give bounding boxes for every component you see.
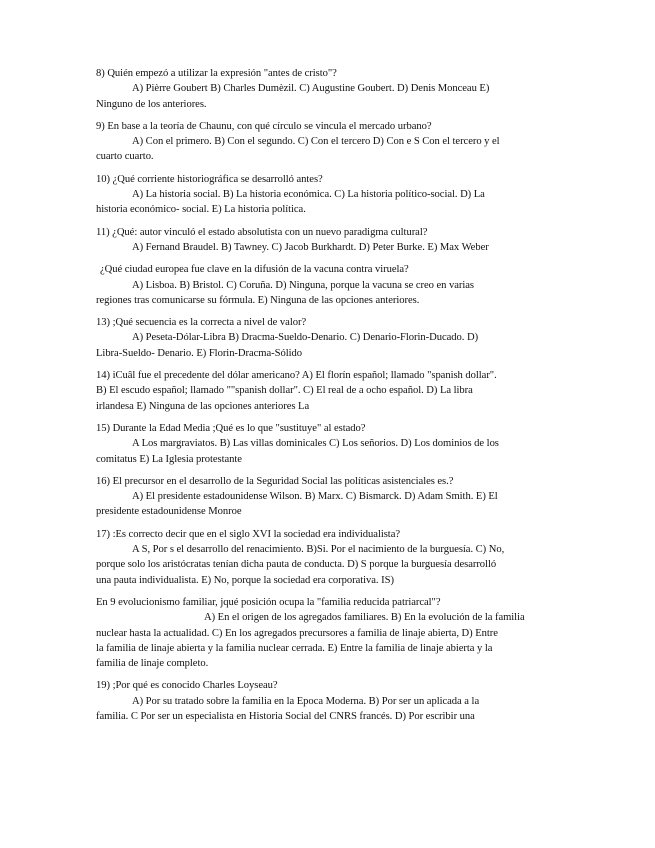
question-text: ¿Qué ciudad europea fue clave en la difusión de la vacuna contra viruela?: [100, 264, 409, 276]
answer-options-line: A) Por su tratado sobre la familia en la Epoca Moderna. B) Por ser un aplicada a la: [132, 695, 480, 707]
answer-options-line: A Los margraviatos. B) Las villas dominicales C) Los señorios. D) Los dominios de los: [132, 438, 499, 450]
question-q10: [96, 172, 566, 218]
answer-options-line: historia económico- social. E) La historia política.: [96, 204, 306, 216]
answer-options-line: A) Pièrre Goubert B) Charles Dumèzil. C) Augustine Goubert. D) Denis Monceau E): [132, 83, 490, 95]
answer-options-line: una pauta individualista. E) No, porque la sociedad era corporativa. IS): [96, 574, 394, 586]
question-q19: [96, 678, 566, 724]
question-q18: [96, 595, 566, 671]
question-q11: [96, 225, 566, 256]
question-text: 16) El precursor en el desarrollo de la Seguridad Social las políticas asistenciales es.?: [96, 475, 454, 487]
answer-options-line: A) Fernand Braudel. B) Tawney. C) Jacob Burkhardt. D) Peter Burke. E) Max Weber: [132, 241, 489, 253]
question-q9: [96, 119, 566, 165]
answer-options-line: A) La historia social. B) La historia económica. C) La historia político-social. D) La: [132, 189, 485, 201]
answer-options-line: familia. C Por ser un especialista en Historia Social del CNRS francés. D) Por escribir una: [96, 710, 475, 722]
answer-options-line: porque solo los aristócratas tenían dicha pauta de conducta. D) S porque la burguesía desarrolló: [96, 559, 497, 571]
answer-options-line: A) Lisboa. B) Bristol. C) Coruña. D) Ninguna, porque la vacuna se creo en varias: [132, 279, 474, 291]
document-page: [96, 66, 566, 731]
question-q16: [96, 474, 566, 520]
question-q15: [96, 421, 566, 467]
question-q17: [96, 527, 566, 588]
answer-options-line: A) El presidente estadounidense Wilson. B) Marx. C) Bismarck. D) Adam Smith. E) El: [132, 491, 498, 503]
question-q14: [96, 368, 566, 414]
question-text: 13) ;Qué secuencia es la correcta a nivel de valor?: [96, 317, 307, 329]
question-q12: [96, 262, 566, 308]
answer-options-line: B) El escudo español; llamado ""spanish dollar". C) El real de a ocho español. D) La libra: [96, 385, 473, 397]
answer-options-line: A S, Por s el desarrollo del renacimiento. B)Si. Por el nacimiento de la burguesía. C) No,: [132, 544, 505, 556]
question-text: 17) :Es correcto decir que en el siglo XVI la sociedad era individualista?: [96, 528, 400, 540]
answer-options-line: familia de linaje completo.: [96, 658, 209, 670]
answer-options-line: comitatus E) La Iglesia protestante: [96, 453, 242, 465]
answer-options-line: A) En el origen de los agregados familiares. B) En la evolución de la familia: [204, 612, 525, 624]
question-text: 14) iCuâl fue el precedente del dólar americano? A) El florín español; llamado "spanish dollar".: [96, 370, 497, 382]
answer-options-line: presidente estadounidense Monroe: [96, 506, 242, 518]
question-text: 15) Durante la Edad Media ;Qué es lo que "sustituye" al estado?: [96, 422, 366, 434]
question-q8: [96, 66, 566, 112]
answer-options-line: la familia de linaje abierta y la familia nuclear cerrada. E) Entre la familia de linaje abierta y la: [96, 642, 493, 654]
question-text: 11) ¿Qué: autor vinculó el estado absolutista con un nuevo paradigma cultural?: [96, 226, 428, 238]
question-text: 9) En base a la teoría de Chaunu, con qué círculo se vincula el mercado urbano?: [96, 120, 432, 132]
question-text: 19) ;Por qué es conocido Charles Loyseau?: [96, 680, 278, 692]
question-text: 10) ¿Qué corriente historiográfica se desarrolló antes?: [96, 173, 323, 185]
answer-options-line: nuclear hasta la actualidad. C) En los agregados precursores a familia de linaje abierta, D) Entre: [96, 627, 498, 639]
answer-options-line: Ninguno de los anteriores.: [96, 98, 207, 110]
answer-options-line: A) Con el primero. B) Con el segundo. C) Con el tercero D) Con e S Con el tercero y el: [132, 136, 500, 148]
question-q13: [96, 315, 566, 361]
answer-options-line: regiones tras comunicarse su fórmula. E) Ninguna de las opciones anteriores.: [96, 294, 420, 306]
answer-options-line: Libra-Sueldo- Denario. E) Florin-Dracma-Sólido: [96, 347, 302, 359]
answer-options-line: A) Peseta-Dólar-Libra B) Dracma-Sueldo-Denario. C) Denario-Florin-Ducado. D): [132, 332, 479, 344]
question-text: En 9 evolucionismo familiar, jqué posición ocupa la "familia reducida patriarcal"?: [96, 596, 441, 608]
question-text: 8) Quién empezó a utilizar la expresión "antes de cristo"?: [96, 68, 337, 79]
answer-options-line: cuarto cuarto.: [96, 151, 154, 163]
answer-options-line: irlandesa E) Ninguna de las opciones anteriores La: [96, 400, 310, 412]
